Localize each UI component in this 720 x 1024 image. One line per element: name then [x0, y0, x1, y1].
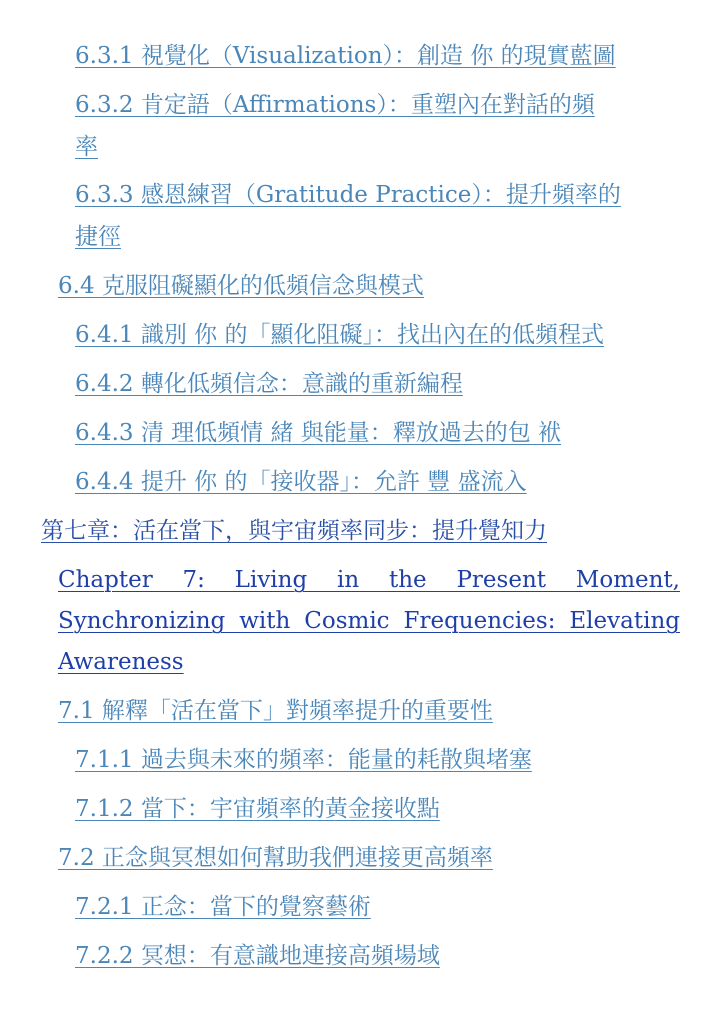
toc-link-6-4-4[interactable]: 6.4.4 提升 你 的「接收器」：允許 豐 盛流入 — [75, 469, 527, 495]
toc-link-6-4-1[interactable]: 6.4.1 識別 你 的「顯化阻礙」：找出內在的低頻程式 — [75, 322, 604, 348]
toc-link-6-3-3[interactable]: 6.3.3 感恩練習（Gratitude Practice）：提升頻率的 — [75, 182, 621, 208]
toc-link-7-1-1[interactable]: 7.1.1 過去與未來的頻率：能量的耗散與堵塞 — [75, 747, 532, 773]
toc-link-6-3-3-continued[interactable]: 捷徑 — [75, 224, 121, 250]
toc-link-chapter-7[interactable]: 第七章：活在當下，與宇宙頻率同步：提升覺知力 — [41, 518, 547, 544]
toc-link-7-2-2[interactable]: 7.2.2 冥想：有意識地連接高頻場域 — [75, 943, 440, 969]
toc-link-7-2-1[interactable]: 7.2.1 正念：當下的覺察藝術 — [75, 894, 371, 920]
toc-link-6-3-2-continued[interactable]: 率 — [75, 134, 98, 160]
toc-link-6-3-1[interactable]: 6.3.1 視覺化（Visualization）：創造 你 的現實藍圖 — [75, 43, 616, 69]
toc-link-7-1-2[interactable]: 7.1.2 當下：宇宙頻率的黃金接收點 — [75, 796, 440, 822]
toc-link-6-3-2[interactable]: 6.3.2 肯定語（Affirmations）：重塑內在對話的頻 — [75, 92, 595, 118]
toc-link-6-4-3[interactable]: 6.4.3 清 理低頻情 緒 與能量：釋放過去的包 袱 — [75, 420, 562, 446]
toc-link-7-2[interactable]: 7.2 正念與冥想如何幫助我們連接更高頻率 — [58, 845, 493, 871]
toc-link-6-4[interactable]: 6.4 克服阻礙顯化的低頻信念與模式 — [58, 273, 424, 299]
toc-link-chapter-7-english[interactable]: Chapter 7: Living in the Present Moment, Synchronizing with Cosmic Frequencies: Elevating Awareness — [58, 567, 680, 675]
toc-link-7-1[interactable]: 7.1 解釋「活在當下」對頻率提升的重要性 — [58, 698, 493, 724]
toc-link-6-4-2[interactable]: 6.4.2 轉化低頻信念：意識的重新編程 — [75, 371, 463, 397]
